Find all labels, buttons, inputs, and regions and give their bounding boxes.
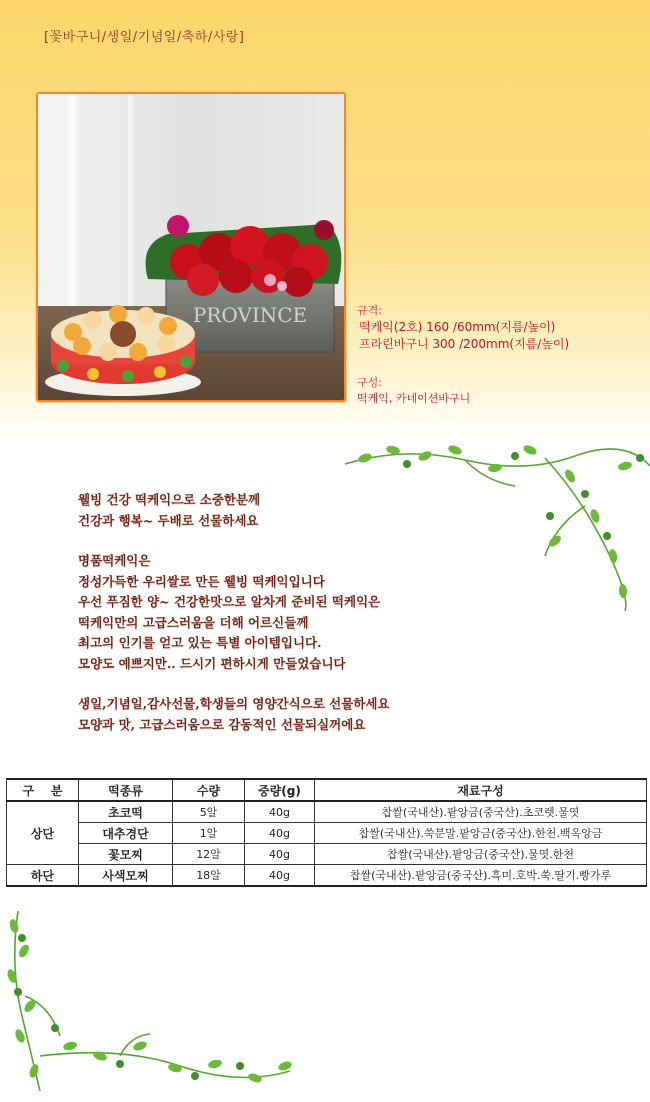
product-illustration: [38, 94, 344, 400]
description-line: 웰빙 건강 떡케익으로 소중한분께: [78, 492, 261, 507]
composition-heading: 구성:: [357, 376, 382, 389]
composition-spec: [357, 375, 470, 407]
description-line: 우선 푸짐한 양~ 건강한맛으로 알차게 준비된 떡케익은: [78, 594, 381, 609]
cake-weight: 40g: [245, 801, 315, 823]
cake-qty: 18알: [173, 865, 245, 887]
product-description: [78, 470, 518, 755]
vine-decoration-bottom: [0, 906, 300, 1096]
table-row: [7, 801, 647, 823]
header-ingredients: 재료구성: [315, 779, 647, 801]
tier-cell: 상단: [7, 801, 79, 865]
description-line: 떡케익만의 고급스러움을 더해 어르신들께: [78, 614, 309, 630]
header-category: 구 분: [7, 779, 79, 801]
table-row: [7, 823, 647, 844]
header-quantity: 수량: [173, 779, 245, 801]
table-header-row: [7, 779, 647, 801]
ingredients-table: [6, 778, 647, 887]
description-line: 모양과 맛, 고급스러움으로 감동적인 선물되실꺼에요: [78, 716, 366, 732]
cake-name: 사색모찌: [79, 865, 173, 887]
cake-qty: 12알: [173, 844, 245, 865]
description-line: 최고의 인기를 얻고 있는 특별 아이템입니다.: [78, 635, 322, 650]
description-line: 건강과 행복~ 두배로 선물하세요: [78, 512, 259, 528]
category-breadcrumb: [꽃바구니/생일/기념일/축하/사랑]: [44, 30, 245, 45]
cake-name: 대추경단: [79, 823, 173, 844]
cake-qty: 5알: [173, 801, 245, 823]
cake-ingredients: 찹쌀(국내산).쑥분말.팥앙금(중국산).한천.백옥앙금: [315, 823, 647, 844]
cake-qty: 1알: [173, 823, 245, 844]
cake-weight: 40g: [245, 844, 315, 865]
description-line: 명품떡케익은: [78, 553, 151, 568]
product-photo: [36, 92, 346, 402]
size-line-basket: 프라린바구니 300 /200mm(지름/높이): [359, 337, 570, 351]
box-sign: PROVINCE: [192, 303, 308, 327]
header-cake-type: 떡종류: [79, 779, 173, 801]
description-line: 정성가득한 우리쌀로 만든 웰빙 떡케익입니다: [78, 573, 325, 589]
table-row: [7, 865, 647, 887]
cake-weight: 40g: [245, 865, 315, 887]
composition-line: 떡케익, 카네이션바구니: [357, 392, 471, 405]
cake-name: 초코떡: [79, 801, 173, 823]
rice-cake: [45, 305, 201, 396]
size-spec: [357, 303, 569, 353]
tier-cell: 하단: [7, 865, 79, 887]
cake-ingredients: 찹쌀(국내산).팥앙금(중국산).초코렛.물엿: [315, 801, 647, 823]
table-row: [7, 844, 647, 865]
cake-ingredients: 찹쌀(국내산).팥앙금(중국산).흑미.호박.쑥.딸기.빵가루: [315, 865, 647, 887]
cake-ingredients: 찹쌀(국내산).팥앙금(중국산).물엿.한천: [315, 844, 647, 865]
size-line-cake: 떡케익(2호) 160 /60mm(지름/높이): [359, 320, 556, 334]
cake-name: 꽃모찌: [79, 844, 173, 865]
cake-weight: 40g: [245, 823, 315, 844]
description-line: 모양도 예쁘지만.. 드시기 편하시게 만들었습니다: [78, 655, 346, 671]
description-line: 생일,기념일,감사선물,학생들의 영양간식으로 선물하세요: [78, 696, 390, 711]
size-heading: 규격:: [357, 304, 382, 317]
header-weight: 중량(g): [245, 779, 315, 801]
